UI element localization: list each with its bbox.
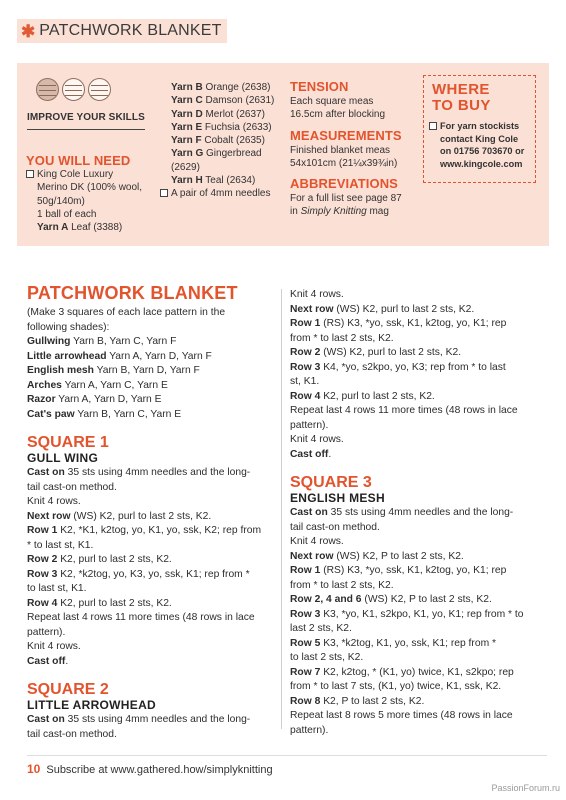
instruction-text: . <box>328 448 332 460</box>
instruction-text: 35 sts using 4mm needles and the long- <box>327 507 514 518</box>
instruction-text: (WS) K2, P to last 2 sts, K2. <box>333 550 464 562</box>
instruction-line <box>290 666 535 681</box>
footer <box>27 762 273 776</box>
square-2-instructions <box>27 713 272 742</box>
subscribe-link[interactable]: Subscribe at www.gathered.how/simplyknitting <box>46 764 273 776</box>
instruction-text: Repeat last 8 rows 5 more times (48 rows in lace <box>290 710 513 721</box>
shade-value: Yarn A, Yarn D, Yarn E <box>55 394 162 405</box>
instruction-line <box>290 361 535 376</box>
instruction-line <box>27 510 272 525</box>
instruction-line <box>290 375 535 390</box>
shade-key: English mesh <box>27 365 94 376</box>
instruction-line <box>290 506 535 521</box>
instruction-text: K2, purl to last 2 sts, K2. <box>57 597 172 609</box>
instruction-line <box>290 564 535 579</box>
pattern-intro: following shades): <box>27 321 110 333</box>
instruction-line <box>290 288 535 303</box>
instruction-line <box>290 608 535 623</box>
instruction-key: Cast on <box>27 467 65 478</box>
shade-value: Yarn B, Yarn D, Yarn F <box>93 365 200 376</box>
footer-divider <box>27 755 547 756</box>
instruction-line <box>290 317 535 332</box>
instruction-line <box>27 626 272 641</box>
square-1-subtitle: GULL WING <box>27 451 99 465</box>
yarn-value: Leaf (3388) <box>71 222 123 234</box>
asterisk-icon: ✱ <box>21 21 36 41</box>
shade-value: Yarn B, Yarn C, Yarn F <box>70 336 177 347</box>
shade-key: Razor <box>27 394 56 405</box>
yarn-value: Gingerbread <box>206 148 262 160</box>
shade-key: Arches <box>27 379 62 391</box>
instruction-key: Row 7 <box>290 666 321 678</box>
pattern-right-column <box>290 288 535 738</box>
instruction-text: pattern). <box>27 626 66 638</box>
instruction-line <box>290 433 535 448</box>
instruction-text: from * to last 2 sts, K2. <box>290 332 394 344</box>
instruction-line <box>290 680 535 695</box>
instruction-key: Row 5 <box>290 637 321 649</box>
section-tag <box>17 19 227 43</box>
square-3-title: SQUARE 3 <box>290 474 372 491</box>
instruction-text: K2, *k2tog, yo, K3, yo, ssk, K1; rep from * <box>57 568 250 580</box>
instruction-text: Repeat last 4 rows 11 more times (48 rows in lace <box>27 612 255 623</box>
instruction-line <box>27 553 272 568</box>
yarn-value: Teal (2634) <box>205 175 256 187</box>
yarn-key: Yarn B <box>171 82 203 93</box>
instruction-line <box>290 593 535 608</box>
pattern-intro: (Make 3 squares of each lace pattern in the <box>27 307 226 318</box>
section-title: PATCHWORK BLANKET <box>39 22 222 39</box>
instruction-line <box>27 582 272 597</box>
instruction-text: K3, *k2tog, K1, yo, ssk, K1; rep from * <box>320 637 497 649</box>
stockist-phone: on 01756 703670 or <box>440 146 525 156</box>
yarn-value: (2629) <box>171 161 200 173</box>
instruction-text: pattern). <box>290 419 329 431</box>
tension-text: Each square meas <box>290 96 374 107</box>
instruction-line <box>290 448 535 463</box>
instruction-key: Cast off <box>27 655 66 667</box>
page-number: 10 <box>27 762 41 776</box>
instruction-key: Row 8 <box>290 695 321 707</box>
instruction-text: (WS) K2, purl to last 2 sts, K2. <box>333 303 475 315</box>
instruction-text: tail cast-on method. <box>290 521 380 533</box>
instruction-line <box>27 640 272 655</box>
yarn-ball-icon <box>88 78 111 101</box>
skill-level <box>27 78 145 130</box>
instruction-text: Knit 4 rows. <box>27 641 81 652</box>
yarn-value: Damson (2631) <box>205 95 275 107</box>
where-to-buy-title: WHERE <box>432 81 490 98</box>
yarn-value: Cobalt (2635) <box>204 135 265 147</box>
materials-panel <box>17 63 549 246</box>
yarn-value: Merlot (2637) <box>205 108 265 120</box>
instruction-text: tail cast-on method. <box>27 481 117 493</box>
stockist-text: contact King Cole <box>440 133 519 144</box>
instruction-key: Next row <box>290 550 334 562</box>
yarn-key: Yarn E <box>171 121 203 133</box>
instruction-key: Row 1 <box>290 318 321 329</box>
measurements-title: MEASUREMENTS <box>290 127 402 143</box>
instruction-line <box>290 637 535 652</box>
instruction-text: to last st, K1. <box>27 583 87 594</box>
instruction-key: Row 3 <box>290 361 321 373</box>
instruction-line <box>290 651 535 666</box>
shade-key: Little arrowhead <box>27 350 107 362</box>
instruction-text: K2, purl to last 2 sts, K2. <box>57 554 172 565</box>
square-3-subtitle: ENGLISH MESH <box>290 491 385 505</box>
yarn-value: Fuchsia (2633) <box>204 121 272 133</box>
tension-text: 16.5cm after blocking <box>290 109 386 121</box>
instruction-text: . <box>65 655 69 667</box>
shade-value: Yarn A, Yarn D, Yarn F <box>106 350 212 362</box>
square-1-instructions <box>27 466 272 669</box>
abbreviations-text: in <box>290 206 301 218</box>
instruction-text: from * to last 7 sts, (K1, yo) twice, K1, ssk, K2. <box>290 681 502 692</box>
yarn-key: Yarn F <box>171 135 202 147</box>
you-will-need <box>26 153 166 234</box>
measurements-text: Finished blanket meas <box>290 144 391 156</box>
instruction-line <box>290 579 535 594</box>
yarn-detail: 1 ball of each <box>37 208 97 220</box>
instruction-line <box>27 495 272 510</box>
instruction-text: (WS) K2, P to last 2 sts, K2. <box>361 594 492 605</box>
instruction-key: Row 1 <box>27 525 58 536</box>
instruction-line <box>290 332 535 347</box>
instruction-line <box>290 390 535 405</box>
stockist-text: For yarn stockists <box>440 121 520 131</box>
instruction-line <box>290 622 535 637</box>
instruction-line <box>27 728 272 743</box>
instruction-text: Knit 4 rows. <box>290 536 344 547</box>
instruction-key: Row 4 <box>290 390 321 402</box>
instruction-text: 35 sts using 4mm needles and the long- <box>64 714 251 725</box>
instruction-text: (WS) K2, purl to last 2 sts, K2. <box>320 347 462 358</box>
instruction-text: K2, purl to last 2 sts, K2. <box>320 390 435 402</box>
instruction-line <box>27 713 272 728</box>
shade-value: Yarn A, Yarn C, Yarn E <box>61 379 168 391</box>
instruction-text: K2, *K1, k2tog, yo, K1, yo, ssk, K2; rep from <box>57 525 262 536</box>
instruction-key: Row 2 <box>27 554 58 565</box>
instruction-text: 35 sts using 4mm needles and the long- <box>64 467 251 478</box>
instruction-text: Repeat last 4 rows 11 more times (48 rows in lace <box>290 405 518 416</box>
shade-key: Cat's paw <box>27 408 75 420</box>
skill-label: IMPROVE YOUR SKILLS <box>27 112 145 123</box>
yarn-value: Orange (2638) <box>205 82 271 93</box>
instruction-line <box>290 346 535 361</box>
instruction-text: last 2 sts, K2. <box>290 623 352 634</box>
instruction-line <box>27 611 272 626</box>
square-3-instructions <box>290 506 535 738</box>
instruction-text: (WS) K2, purl to last 2 sts, K2. <box>70 510 212 522</box>
stockist-link[interactable]: www.kingcole.com <box>440 158 523 169</box>
instruction-line <box>27 524 272 539</box>
instruction-text: from * to last 2 sts, K2. <box>290 579 394 591</box>
instruction-text: (RS) K3, *yo, ssk, K1, k2tog, yo, K1; rep <box>320 565 507 576</box>
checkbox-icon <box>429 122 437 130</box>
instruction-line <box>290 419 535 434</box>
skill-rating <box>36 78 145 101</box>
instruction-line <box>290 709 535 724</box>
square-2-instructions-cont <box>290 288 535 462</box>
yarn-key: Yarn D <box>171 108 203 120</box>
instruction-key: Row 4 <box>27 597 58 609</box>
shade-value: Yarn B, Yarn C, Yarn E <box>74 408 182 420</box>
magazine-name: Simply Knitting <box>300 206 367 218</box>
checkbox-icon <box>160 189 168 197</box>
instruction-text: Knit 4 rows. <box>290 434 344 445</box>
instruction-line <box>290 550 535 565</box>
where-to-buy-title: TO BUY <box>432 97 491 114</box>
instruction-line <box>290 695 535 710</box>
instruction-text: Knit 4 rows. <box>290 289 344 300</box>
instruction-text: K2, k2tog, * (K1, yo) twice, K1, s2kpo; rep <box>320 666 514 678</box>
instruction-line <box>290 535 535 550</box>
instruction-key: Next row <box>27 510 71 522</box>
instruction-text: K4, *yo, s2kpo, yo, K3; rep from * to last <box>320 361 506 373</box>
square-2-title: SQUARE 2 <box>27 681 109 698</box>
instruction-text: * to last st, K1. <box>27 539 94 551</box>
divider <box>27 129 145 130</box>
column-divider <box>281 289 282 729</box>
yarn-list <box>160 81 280 201</box>
instruction-key: Row 3 <box>27 568 58 580</box>
yarn-detail: Merino DK (100% wool, <box>37 182 143 194</box>
yarn-key: Yarn A <box>37 222 69 234</box>
instruction-key: Cast off <box>290 448 329 460</box>
instruction-line <box>27 597 272 612</box>
instruction-line <box>27 568 272 583</box>
instruction-key: Row 1 <box>290 565 321 576</box>
instruction-key: Row 2, 4 and 6 <box>290 594 362 605</box>
shade-key: Gullwing <box>27 336 71 347</box>
reference-column <box>290 79 420 225</box>
instruction-key: Next row <box>290 303 334 315</box>
instruction-text: tail cast-on method. <box>27 728 117 740</box>
instruction-text: pattern). <box>290 724 329 736</box>
instruction-text: K2, P to last 2 sts, K2. <box>320 695 425 707</box>
yarn-key: Yarn H <box>171 175 203 187</box>
yarn-brand: King Cole Luxury <box>37 169 114 180</box>
instruction-key: Row 3 <box>290 608 321 620</box>
abbreviations-title: ABBREVIATIONS <box>290 176 398 192</box>
yarn-detail: 50g/140m) <box>37 195 85 207</box>
yarn-key: Yarn C <box>171 95 203 107</box>
square-2-subtitle: LITTLE ARROWHEAD <box>27 698 157 712</box>
yarn-ball-icon <box>36 78 59 101</box>
instruction-line <box>290 521 535 536</box>
instruction-line <box>27 539 272 554</box>
measurements-text: 54x101cm (21¼x39¾in) <box>290 157 398 169</box>
checkbox-icon <box>26 170 34 178</box>
instruction-key: Cast on <box>290 507 328 518</box>
yarn-ball-icon <box>62 78 85 101</box>
abbreviations-text: For a full list see page 87 <box>290 193 402 205</box>
instruction-line <box>290 303 535 318</box>
instruction-line <box>290 724 535 739</box>
watermark: PassionForum.ru <box>491 783 560 793</box>
instruction-text: st, K1. <box>290 376 320 387</box>
instruction-line <box>27 466 272 481</box>
instruction-key: Row 2 <box>290 347 321 358</box>
pattern-title: PATCHWORK BLANKET <box>27 283 238 303</box>
instruction-text: K3, *yo, K1, s2kpo, K1, yo, K1; rep from * to <box>320 608 524 620</box>
abbreviations-text: mag <box>366 206 389 218</box>
instruction-text: Knit 4 rows. <box>27 496 81 507</box>
instruction-key: Cast on <box>27 714 65 725</box>
pattern-left-column <box>27 283 272 742</box>
instruction-text: (RS) K3, *yo, ssk, K1, k2tog, yo, K1; rep <box>320 318 507 329</box>
square-1-title: SQUARE 1 <box>27 434 109 451</box>
needles: A pair of 4mm needles <box>171 188 271 200</box>
instruction-line <box>27 481 272 496</box>
instruction-line <box>27 655 272 670</box>
you-will-need-title: YOU WILL NEED <box>26 153 131 168</box>
instruction-text: to last 2 sts, K2. <box>290 652 364 663</box>
tension-title: TENSION <box>290 79 349 94</box>
instruction-line <box>290 404 535 419</box>
yarn-key: Yarn G <box>171 148 204 160</box>
where-to-buy-box <box>423 75 536 183</box>
